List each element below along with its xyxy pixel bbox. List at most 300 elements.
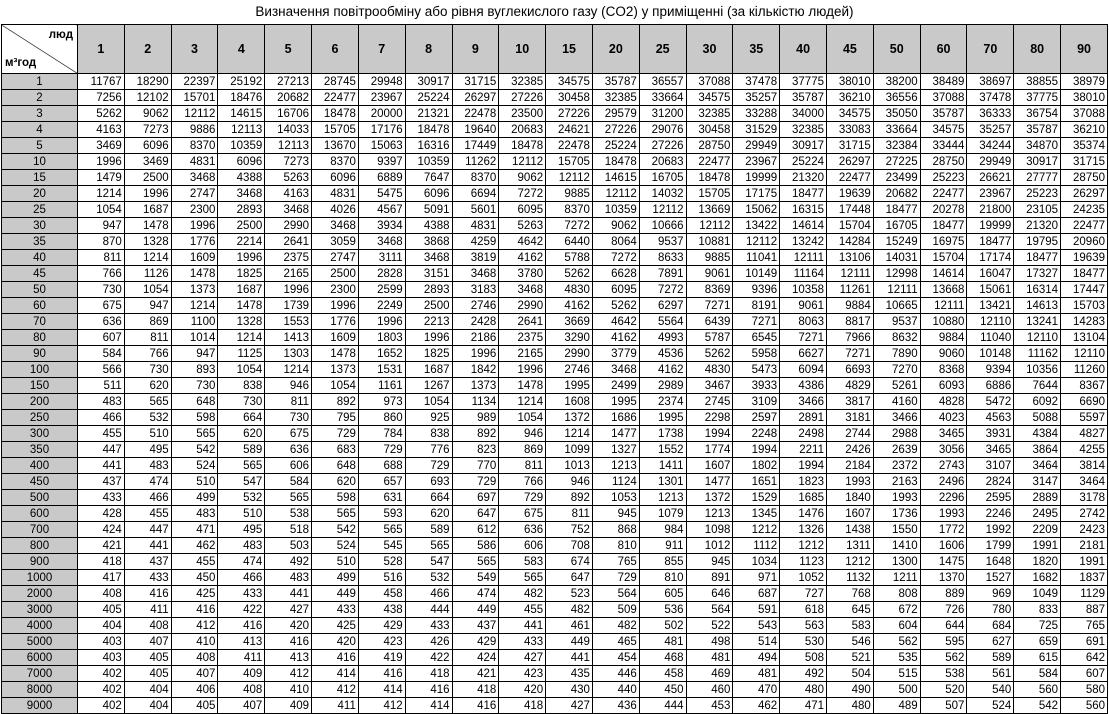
table-row <box>2 330 1108 346</box>
table-cell: 453 <box>686 698 733 714</box>
table-cell: 869 <box>124 314 171 330</box>
table-cell: 729 <box>358 442 405 458</box>
table-cell: 618 <box>780 602 827 618</box>
table-cell: 18290 <box>124 74 171 90</box>
table-cell: 4388 <box>405 218 452 234</box>
table-cell: 2186 <box>452 330 499 346</box>
table-cell: 455 <box>171 554 218 570</box>
table-cell: 547 <box>218 474 265 490</box>
table-cell: 524 <box>312 538 359 554</box>
table-cell: 535 <box>873 650 920 666</box>
table-cell: 729 <box>452 474 499 490</box>
table-cell: 6297 <box>639 298 686 314</box>
table-cell: 490 <box>827 682 874 698</box>
table-cell: 15705 <box>312 122 359 138</box>
table-cell: 3819 <box>452 250 499 266</box>
table-cell: 4255 <box>1061 442 1108 458</box>
table-cell: 2246 <box>967 506 1014 522</box>
table-cell: 3290 <box>546 330 593 346</box>
table-row <box>2 170 1108 186</box>
table-cell: 420 <box>499 682 546 698</box>
table-cell: 38200 <box>873 74 920 90</box>
table-cell: 449 <box>312 586 359 602</box>
table-cell: 420 <box>312 634 359 650</box>
table-cell: 5958 <box>733 346 780 362</box>
table-cell: 441 <box>546 650 593 666</box>
table-cell: 29076 <box>639 122 686 138</box>
table-cell: 1054 <box>499 410 546 426</box>
table-cell: 7273 <box>124 122 171 138</box>
table-cell: 4384 <box>1014 426 1061 442</box>
table-cell: 29949 <box>967 154 1014 170</box>
table-cell: 19639 <box>1061 250 1108 266</box>
table-cell: 7272 <box>639 282 686 298</box>
table-cell: 12112 <box>499 154 546 170</box>
table-cell: 29579 <box>592 106 639 122</box>
table-cell: 16314 <box>1014 282 1061 298</box>
table-cell: 659 <box>1014 634 1061 650</box>
table-cell: 2213 <box>405 314 452 330</box>
table-cell: 15703 <box>1061 298 1108 314</box>
table-cell: 1607 <box>827 506 874 522</box>
table-cell: 429 <box>452 634 499 650</box>
table-cell: 15701 <box>171 90 218 106</box>
table-cell: 515 <box>873 666 920 682</box>
table-cell: 458 <box>639 666 686 682</box>
row-header: 7000 <box>2 666 78 682</box>
table-cell: 5472 <box>967 394 1014 410</box>
table-cell: 684 <box>967 618 1014 634</box>
table-cell: 424 <box>78 522 125 538</box>
table-cell: 675 <box>78 298 125 314</box>
table-cell: 510 <box>124 426 171 442</box>
table-row <box>2 202 1108 218</box>
table-cell: 7271 <box>827 346 874 362</box>
table-cell: 20960 <box>1061 234 1108 250</box>
table-cell: 3779 <box>592 346 639 362</box>
table-cell: 503 <box>265 538 312 554</box>
table-cell: 729 <box>499 490 546 506</box>
table-cell: 11041 <box>733 250 780 266</box>
table-cell: 408 <box>218 682 265 698</box>
table-cell: 1212 <box>733 522 780 538</box>
table-cell: 540 <box>967 682 1014 698</box>
table-cell: 406 <box>171 682 218 698</box>
table-cell: 26297 <box>827 154 874 170</box>
table-cell: 37088 <box>1061 106 1108 122</box>
table-cell: 1776 <box>312 314 359 330</box>
table-cell: 14613 <box>1014 298 1061 314</box>
table-cell: 674 <box>546 554 593 570</box>
table-cell: 1995 <box>639 410 686 426</box>
table-row <box>2 538 1108 554</box>
table-cell: 20682 <box>873 186 920 202</box>
table-cell: 688 <box>358 458 405 474</box>
table-cell: 447 <box>124 522 171 538</box>
table-cell: 583 <box>827 618 874 634</box>
table-cell: 1212 <box>780 538 827 554</box>
table-cell: 1372 <box>546 410 593 426</box>
table-row <box>2 666 1108 682</box>
table-cell: 1438 <box>827 522 874 538</box>
table-cell: 3468 <box>265 202 312 218</box>
table-cell: 560 <box>1014 682 1061 698</box>
row-header: 2000 <box>2 586 78 602</box>
table-cell: 37775 <box>780 74 827 90</box>
table-cell: 3469 <box>78 138 125 154</box>
table-cell: 1161 <box>358 378 405 394</box>
table-cell: 3817 <box>827 394 874 410</box>
table-cell: 780 <box>967 602 1014 618</box>
table-cell: 584 <box>1014 666 1061 682</box>
table-cell: 12113 <box>218 122 265 138</box>
table-cell: 770 <box>452 458 499 474</box>
table-cell: 2165 <box>265 266 312 282</box>
table-cell: 37088 <box>920 90 967 106</box>
table-cell: 25224 <box>592 138 639 154</box>
table-cell: 9060 <box>920 346 967 362</box>
table-cell: 547 <box>405 554 452 570</box>
table-cell: 2165 <box>499 346 546 362</box>
table-cell: 1214 <box>218 330 265 346</box>
table-cell: 604 <box>873 618 920 634</box>
table-cell: 437 <box>452 618 499 634</box>
table-cell: 1099 <box>546 442 593 458</box>
table-cell: 564 <box>592 586 639 602</box>
table-cell: 466 <box>218 570 265 586</box>
table-cell: 1803 <box>358 330 405 346</box>
table-cell: 838 <box>218 378 265 394</box>
table-cell: 1054 <box>78 202 125 218</box>
table-cell: 30917 <box>1014 154 1061 170</box>
table-cell: 12102 <box>124 90 171 106</box>
table-cell: 2893 <box>218 202 265 218</box>
column-header: 35 <box>733 25 780 74</box>
table-cell: 8370 <box>452 170 499 186</box>
table-cell: 35050 <box>873 106 920 122</box>
table-cell: 1327 <box>592 442 639 458</box>
table-cell: 408 <box>78 586 125 602</box>
table-cell: 514 <box>733 634 780 650</box>
table-cell: 37478 <box>733 74 780 90</box>
table-row <box>2 314 1108 330</box>
table-cell: 2988 <box>873 426 920 442</box>
table-cell: 561 <box>967 666 1014 682</box>
table-cell: 455 <box>499 602 546 618</box>
table-cell: 3464 <box>1061 474 1108 490</box>
table-cell: 3933 <box>733 378 780 394</box>
table-cell: 34244 <box>967 138 1014 154</box>
table-cell: 450 <box>639 682 686 698</box>
table-cell: 422 <box>218 602 265 618</box>
table-row <box>2 458 1108 474</box>
table-cell: 23499 <box>873 170 920 186</box>
table-cell: 3111 <box>358 250 405 266</box>
table-cell: 6886 <box>967 378 1014 394</box>
table-cell: 19640 <box>452 122 499 138</box>
column-header: 7 <box>358 25 405 74</box>
table-cell: 2500 <box>124 170 171 186</box>
row-header: 5000 <box>2 634 78 650</box>
row-header: 600 <box>2 506 78 522</box>
table-cell: 5262 <box>78 106 125 122</box>
table-cell: 1478 <box>499 378 546 394</box>
table-cell: 12111 <box>920 298 967 314</box>
table-cell: 31529 <box>733 122 780 138</box>
table-cell: 20682 <box>265 90 312 106</box>
table-cell: 947 <box>171 346 218 362</box>
table-cell: 22478 <box>546 138 593 154</box>
table-cell: 474 <box>124 474 171 490</box>
table-cell: 838 <box>405 426 452 442</box>
table-cell: 524 <box>967 698 1014 714</box>
table-cell: 466 <box>405 586 452 602</box>
table-cell: 425 <box>171 586 218 602</box>
table-cell: 23500 <box>499 106 546 122</box>
table-cell: 2300 <box>171 202 218 218</box>
table-cell: 424 <box>452 650 499 666</box>
table-cell: 5091 <box>405 202 452 218</box>
table-cell: 26621 <box>967 170 1014 186</box>
table-cell: 730 <box>171 378 218 394</box>
table-cell: 416 <box>358 666 405 682</box>
table-row <box>2 154 1108 170</box>
table-cell: 25223 <box>1014 186 1061 202</box>
table-cell: 1802 <box>733 458 780 474</box>
table-cell: 946 <box>546 474 593 490</box>
table-cell: 28750 <box>1061 170 1108 186</box>
table-cell: 8368 <box>920 362 967 378</box>
table-row <box>2 186 1108 202</box>
table-cell: 407 <box>124 634 171 650</box>
table-cell: 1476 <box>780 506 827 522</box>
table-cell: 2990 <box>265 218 312 234</box>
table-cell: 542 <box>1014 698 1061 714</box>
table-cell: 4642 <box>592 314 639 330</box>
table-cell: 428 <box>78 506 125 522</box>
table-row <box>2 682 1108 698</box>
table-cell: 461 <box>546 618 593 634</box>
table-cell: 5475 <box>358 186 405 202</box>
table-cell: 18478 <box>499 138 546 154</box>
table-cell: 25223 <box>920 170 967 186</box>
table-cell: 18477 <box>1061 266 1108 282</box>
table-cell: 1478 <box>312 346 359 362</box>
table-cell: 436 <box>592 698 639 714</box>
table-cell: 1687 <box>405 362 452 378</box>
table-cell: 730 <box>218 394 265 410</box>
table-cell: 425 <box>312 618 359 634</box>
table-cell: 522 <box>686 618 733 634</box>
header-row <box>2 25 1108 74</box>
table-cell: 402 <box>78 666 125 682</box>
column-header: 10 <box>499 25 546 74</box>
table-cell: 494 <box>733 650 780 666</box>
table-cell: 1652 <box>358 346 405 362</box>
row-header: 6000 <box>2 650 78 666</box>
table-cell: 6096 <box>405 186 452 202</box>
table-cell: 648 <box>312 458 359 474</box>
table-cell: 9397 <box>358 154 405 170</box>
table-cell: 16315 <box>780 202 827 218</box>
table-cell: 1609 <box>312 330 359 346</box>
table-cell: 2375 <box>499 330 546 346</box>
table-cell: 8632 <box>873 330 920 346</box>
table-cell: 1820 <box>1014 554 1061 570</box>
table-cell: 8370 <box>312 154 359 170</box>
table-cell: 417 <box>78 570 125 586</box>
column-header: 9 <box>452 25 499 74</box>
table-cell: 507 <box>920 698 967 714</box>
table-cell: 4162 <box>592 330 639 346</box>
table-cell: 1477 <box>686 474 733 490</box>
table-cell: 1772 <box>920 522 967 538</box>
table-cell: 480 <box>827 698 874 714</box>
table-cell: 495 <box>218 522 265 538</box>
table-cell: 1372 <box>686 490 733 506</box>
table-cell: 441 <box>124 538 171 554</box>
table-cell: 402 <box>78 682 125 698</box>
table-row <box>2 346 1108 362</box>
table-cell: 447 <box>78 442 125 458</box>
table-cell: 33664 <box>639 90 686 106</box>
column-header: 25 <box>639 25 686 74</box>
table-cell: 971 <box>733 570 780 586</box>
table-cell: 2214 <box>218 234 265 250</box>
row-header: 40 <box>2 250 78 266</box>
table-cell: 518 <box>265 522 312 538</box>
table-cell: 545 <box>358 538 405 554</box>
table-cell: 474 <box>218 554 265 570</box>
table-cell: 469 <box>686 666 733 682</box>
table-cell: 13669 <box>686 202 733 218</box>
table-cell: 691 <box>1061 634 1108 650</box>
table-cell: 1054 <box>405 394 452 410</box>
table-cell: 25192 <box>218 74 265 90</box>
table-cell: 19639 <box>827 186 874 202</box>
table-cell: 4026 <box>312 202 359 218</box>
table-cell: 5597 <box>1061 410 1108 426</box>
table-cell: 565 <box>171 426 218 442</box>
table-cell: 405 <box>78 602 125 618</box>
table-cell: 1213 <box>639 490 686 506</box>
table-cell: 636 <box>499 522 546 538</box>
table-cell: 17176 <box>358 122 405 138</box>
table-cell: 11767 <box>78 74 125 90</box>
table-cell: 727 <box>780 586 827 602</box>
table-cell: 22477 <box>920 186 967 202</box>
table-cell: 4831 <box>312 186 359 202</box>
table-cell: 11262 <box>452 154 499 170</box>
table-cell: 2495 <box>1014 506 1061 522</box>
table-cell: 1124 <box>592 474 639 490</box>
table-cell: 1213 <box>592 458 639 474</box>
table-cell: 4831 <box>171 154 218 170</box>
table-cell: 449 <box>452 602 499 618</box>
table-cell: 945 <box>592 506 639 522</box>
table-cell: 1214 <box>546 426 593 442</box>
table-cell: 648 <box>171 394 218 410</box>
table-cell: 2824 <box>967 474 1014 490</box>
table-cell: 482 <box>499 586 546 602</box>
table-cell: 8370 <box>546 202 593 218</box>
table-cell: 403 <box>78 650 125 666</box>
table-cell: 454 <box>592 650 639 666</box>
table-cell: 1098 <box>686 522 733 538</box>
table-cell: 889 <box>920 586 967 602</box>
table-cell: 38697 <box>967 74 1014 90</box>
table-cell: 1212 <box>827 554 874 570</box>
table-cell: 765 <box>592 554 639 570</box>
table-cell: 3467 <box>686 378 733 394</box>
table-cell: 34000 <box>780 106 827 122</box>
table-cell: 860 <box>358 410 405 426</box>
table-cell: 410 <box>265 682 312 698</box>
table-cell: 33288 <box>733 106 780 122</box>
table-cell: 2595 <box>967 490 1014 506</box>
table-cell: 1303 <box>265 346 312 362</box>
table-cell: 1478 <box>124 218 171 234</box>
row-header: 9000 <box>2 698 78 714</box>
table-row <box>2 522 1108 538</box>
table-cell: 1373 <box>171 282 218 298</box>
table-cell: 536 <box>639 602 686 618</box>
table-cell: 409 <box>218 666 265 682</box>
table-cell: 12111 <box>827 266 874 282</box>
table-cell: 416 <box>405 682 452 698</box>
table-row <box>2 570 1108 586</box>
table-cell: 17448 <box>827 202 874 218</box>
table-cell: 946 <box>499 426 546 442</box>
table-cell: 1012 <box>686 538 733 554</box>
table-cell: 9886 <box>171 122 218 138</box>
table-cell: 516 <box>358 570 405 586</box>
table-cell: 433 <box>405 618 452 634</box>
table-cell: 2374 <box>639 394 686 410</box>
table-row <box>2 442 1108 458</box>
table-cell: 7273 <box>265 154 312 170</box>
row-header: 800 <box>2 538 78 554</box>
table-row <box>2 474 1108 490</box>
table-cell: 38010 <box>827 74 874 90</box>
table-cell: 768 <box>827 586 874 602</box>
table-cell: 16705 <box>873 218 920 234</box>
table-cell: 423 <box>358 634 405 650</box>
column-header: 15 <box>546 25 593 74</box>
table-cell: 8064 <box>592 234 639 250</box>
table-cell: 4828 <box>920 394 967 410</box>
table-cell: 4536 <box>639 346 686 362</box>
table-cell: 7271 <box>686 298 733 314</box>
table-cell: 32384 <box>873 138 920 154</box>
row-header: 10 <box>2 154 78 170</box>
table-cell: 423 <box>499 666 546 682</box>
table-cell: 4388 <box>218 170 265 186</box>
table-cell: 1478 <box>171 266 218 282</box>
table-cell: 6628 <box>592 266 639 282</box>
table-cell: 499 <box>312 570 359 586</box>
table-cell: 403 <box>78 634 125 650</box>
table-cell: 1993 <box>827 474 874 490</box>
table-cell: 24235 <box>1061 202 1108 218</box>
table-cell: 811 <box>546 506 593 522</box>
table-cell: 2828 <box>358 266 405 282</box>
table-cell: 21800 <box>967 202 1014 218</box>
table-cell: 12112 <box>733 234 780 250</box>
table-cell: 21320 <box>780 170 827 186</box>
row-header: 400 <box>2 458 78 474</box>
table-cell: 433 <box>218 586 265 602</box>
